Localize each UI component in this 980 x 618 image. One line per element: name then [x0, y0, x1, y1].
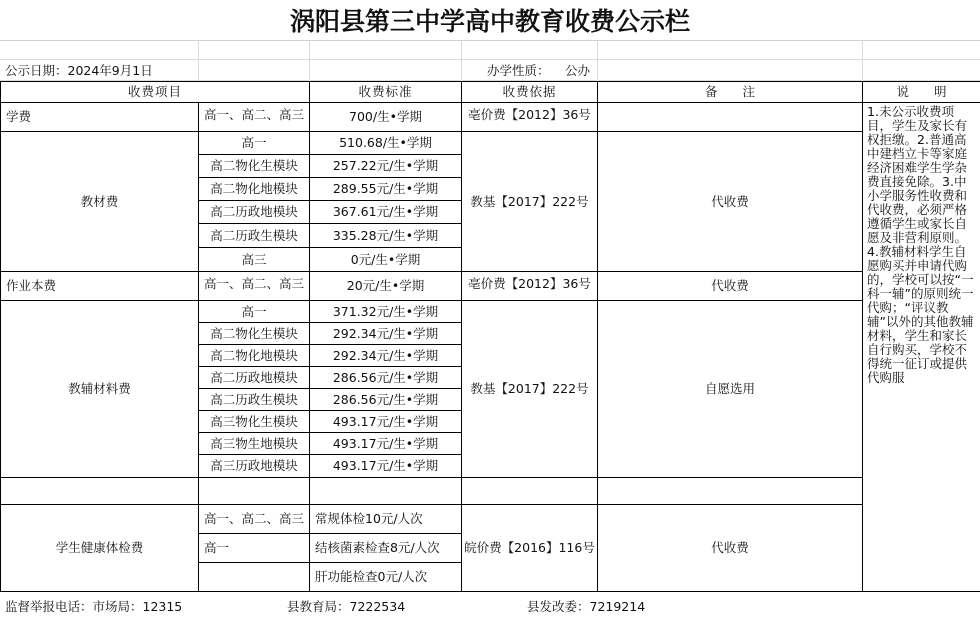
homework-name: 作业本费	[1, 272, 199, 301]
school-nature-label: 办学性质：	[487, 63, 550, 78]
health-standard: 常规体检10元/人次	[310, 505, 462, 534]
aux-grade: 高三物化生模块	[199, 411, 310, 433]
health-basis: 皖价费【2016】116号	[464, 540, 595, 555]
textbook-standard: 257.22元/生•学期	[310, 155, 462, 178]
aux-standard: 371.32元/生•学期	[310, 301, 462, 323]
aux-name: 教辅材料费	[1, 301, 199, 478]
tuition-grade: 高一、高二、高三	[199, 103, 310, 132]
textbook-basis: 教基【2017】222号	[462, 132, 598, 272]
table-header-row	[1, 82, 980, 103]
textbook-name: 教材费	[1, 132, 199, 272]
table-row	[1, 103, 980, 132]
aux-standard: 286.56元/生•学期	[310, 367, 462, 389]
grid-line	[198, 40, 199, 81]
grid-line	[309, 40, 310, 81]
aux-standard: 292.34元/生•学期	[310, 345, 462, 367]
empty-cell	[199, 478, 310, 505]
empty-cell	[1, 478, 199, 505]
page-title: 涡阳县第三中学高中教育收费公示栏	[0, 0, 980, 41]
footer-education-bureau: 县教育局：7222534	[287, 599, 406, 614]
aux-standard: 292.34元/生•学期	[310, 323, 462, 345]
grid-line	[862, 40, 863, 81]
aux-grade: 高二历政生模块	[199, 389, 310, 411]
header-item: 收费项目	[1, 82, 310, 103]
tuition-basis: 亳价费【2012】36号	[462, 103, 598, 132]
homework-standard: 20元/生•学期	[310, 272, 462, 301]
empty-cell	[310, 478, 462, 505]
empty-cell	[462, 478, 598, 505]
notes-cell: 1.未公示收费项目，学生及家长有权拒缴。2.普通高中建档立卡等家庭经济困难学生学杂费直接免除。3.中小学服务性收费和代收费，必须严格遵循学生或家长自愿及非营利原则。4.教辅材料学生自愿购买并申请代购的，学校可以按“一科一辅”的原则统一代购；“评议教辅”以外的其他教辅材料，学生和家长自行购买，学校不得统一征订或提供代购服	[863, 103, 980, 592]
header-basis: 收费依据	[462, 82, 598, 103]
textbook-grade: 高二历政生模块	[199, 224, 310, 248]
tuition-remark	[598, 103, 863, 132]
textbook-grade: 高三	[199, 248, 310, 272]
footer-reform-commission: 县发改委：7219214	[527, 599, 646, 614]
aux-grade: 高二物化生模块	[199, 323, 310, 345]
grid-line	[0, 59, 980, 60]
homework-remark: 代收费	[598, 272, 863, 301]
textbook-grade: 高一	[199, 132, 310, 155]
health-grade: 高一、高二、高三	[199, 505, 310, 534]
tuition-standard: 700/生•学期	[310, 103, 462, 132]
table-row	[1, 272, 980, 301]
health-standard: 结核菌素检查8元/人次	[310, 534, 462, 563]
health-name: 学生健康体检费	[1, 505, 199, 592]
textbook-standard: 510.68/生•学期	[310, 132, 462, 155]
grid-line	[461, 40, 462, 81]
table-row	[1, 301, 980, 323]
table-row	[1, 132, 980, 155]
aux-remark: 自愿选用	[598, 301, 863, 478]
health-basis-cell	[462, 505, 598, 592]
table-row	[1, 478, 980, 505]
aux-grade: 高三历政地模块	[199, 455, 310, 478]
health-grade: 高一	[199, 534, 310, 563]
grid-line	[597, 40, 598, 81]
aux-grade: 高二历政地模块	[199, 367, 310, 389]
textbook-standard: 0元/生•学期	[310, 248, 462, 272]
school-nature-value: 公办	[565, 63, 591, 78]
table-row	[1, 505, 980, 534]
aux-grade: 高三物生地模块	[199, 433, 310, 455]
homework-grade: 高一、高二、高三	[199, 272, 310, 301]
notice-date: 公示日期：2024年9月1日	[5, 63, 153, 78]
textbook-standard: 335.28元/生•学期	[310, 224, 462, 248]
aux-standard: 286.56元/生•学期	[310, 389, 462, 411]
tuition-name: 学费	[1, 103, 199, 132]
aux-grade: 高一	[199, 301, 310, 323]
health-remark: 代收费	[598, 505, 863, 592]
header-remark: 备 注	[598, 82, 863, 103]
header-standard: 收费标准	[310, 82, 462, 103]
aux-grade: 高二物化地模块	[199, 345, 310, 367]
textbook-standard: 367.61元/生•学期	[310, 201, 462, 224]
textbook-standard: 289.55元/生•学期	[310, 178, 462, 201]
health-standard: 肝功能检查0元/人次	[310, 563, 462, 592]
textbook-remark: 代收费	[598, 132, 863, 272]
textbook-grade: 高二物化生模块	[199, 155, 310, 178]
aux-standard: 493.17元/生•学期	[310, 433, 462, 455]
homework-basis: 亳价费【2012】36号	[462, 272, 598, 301]
empty-cell	[598, 478, 863, 505]
footer-hotline: 监督举报电话：市场局：12315	[5, 599, 183, 614]
aux-standard: 493.17元/生•学期	[310, 411, 462, 433]
textbook-grade: 高二物化地模块	[199, 178, 310, 201]
header-notes: 说 明	[863, 82, 980, 103]
fee-table	[0, 81, 980, 592]
aux-standard: 493.17元/生•学期	[310, 455, 462, 478]
textbook-grade: 高二历政地模块	[199, 201, 310, 224]
health-grade	[199, 563, 310, 592]
aux-basis: 教基【2017】222号	[462, 301, 598, 478]
